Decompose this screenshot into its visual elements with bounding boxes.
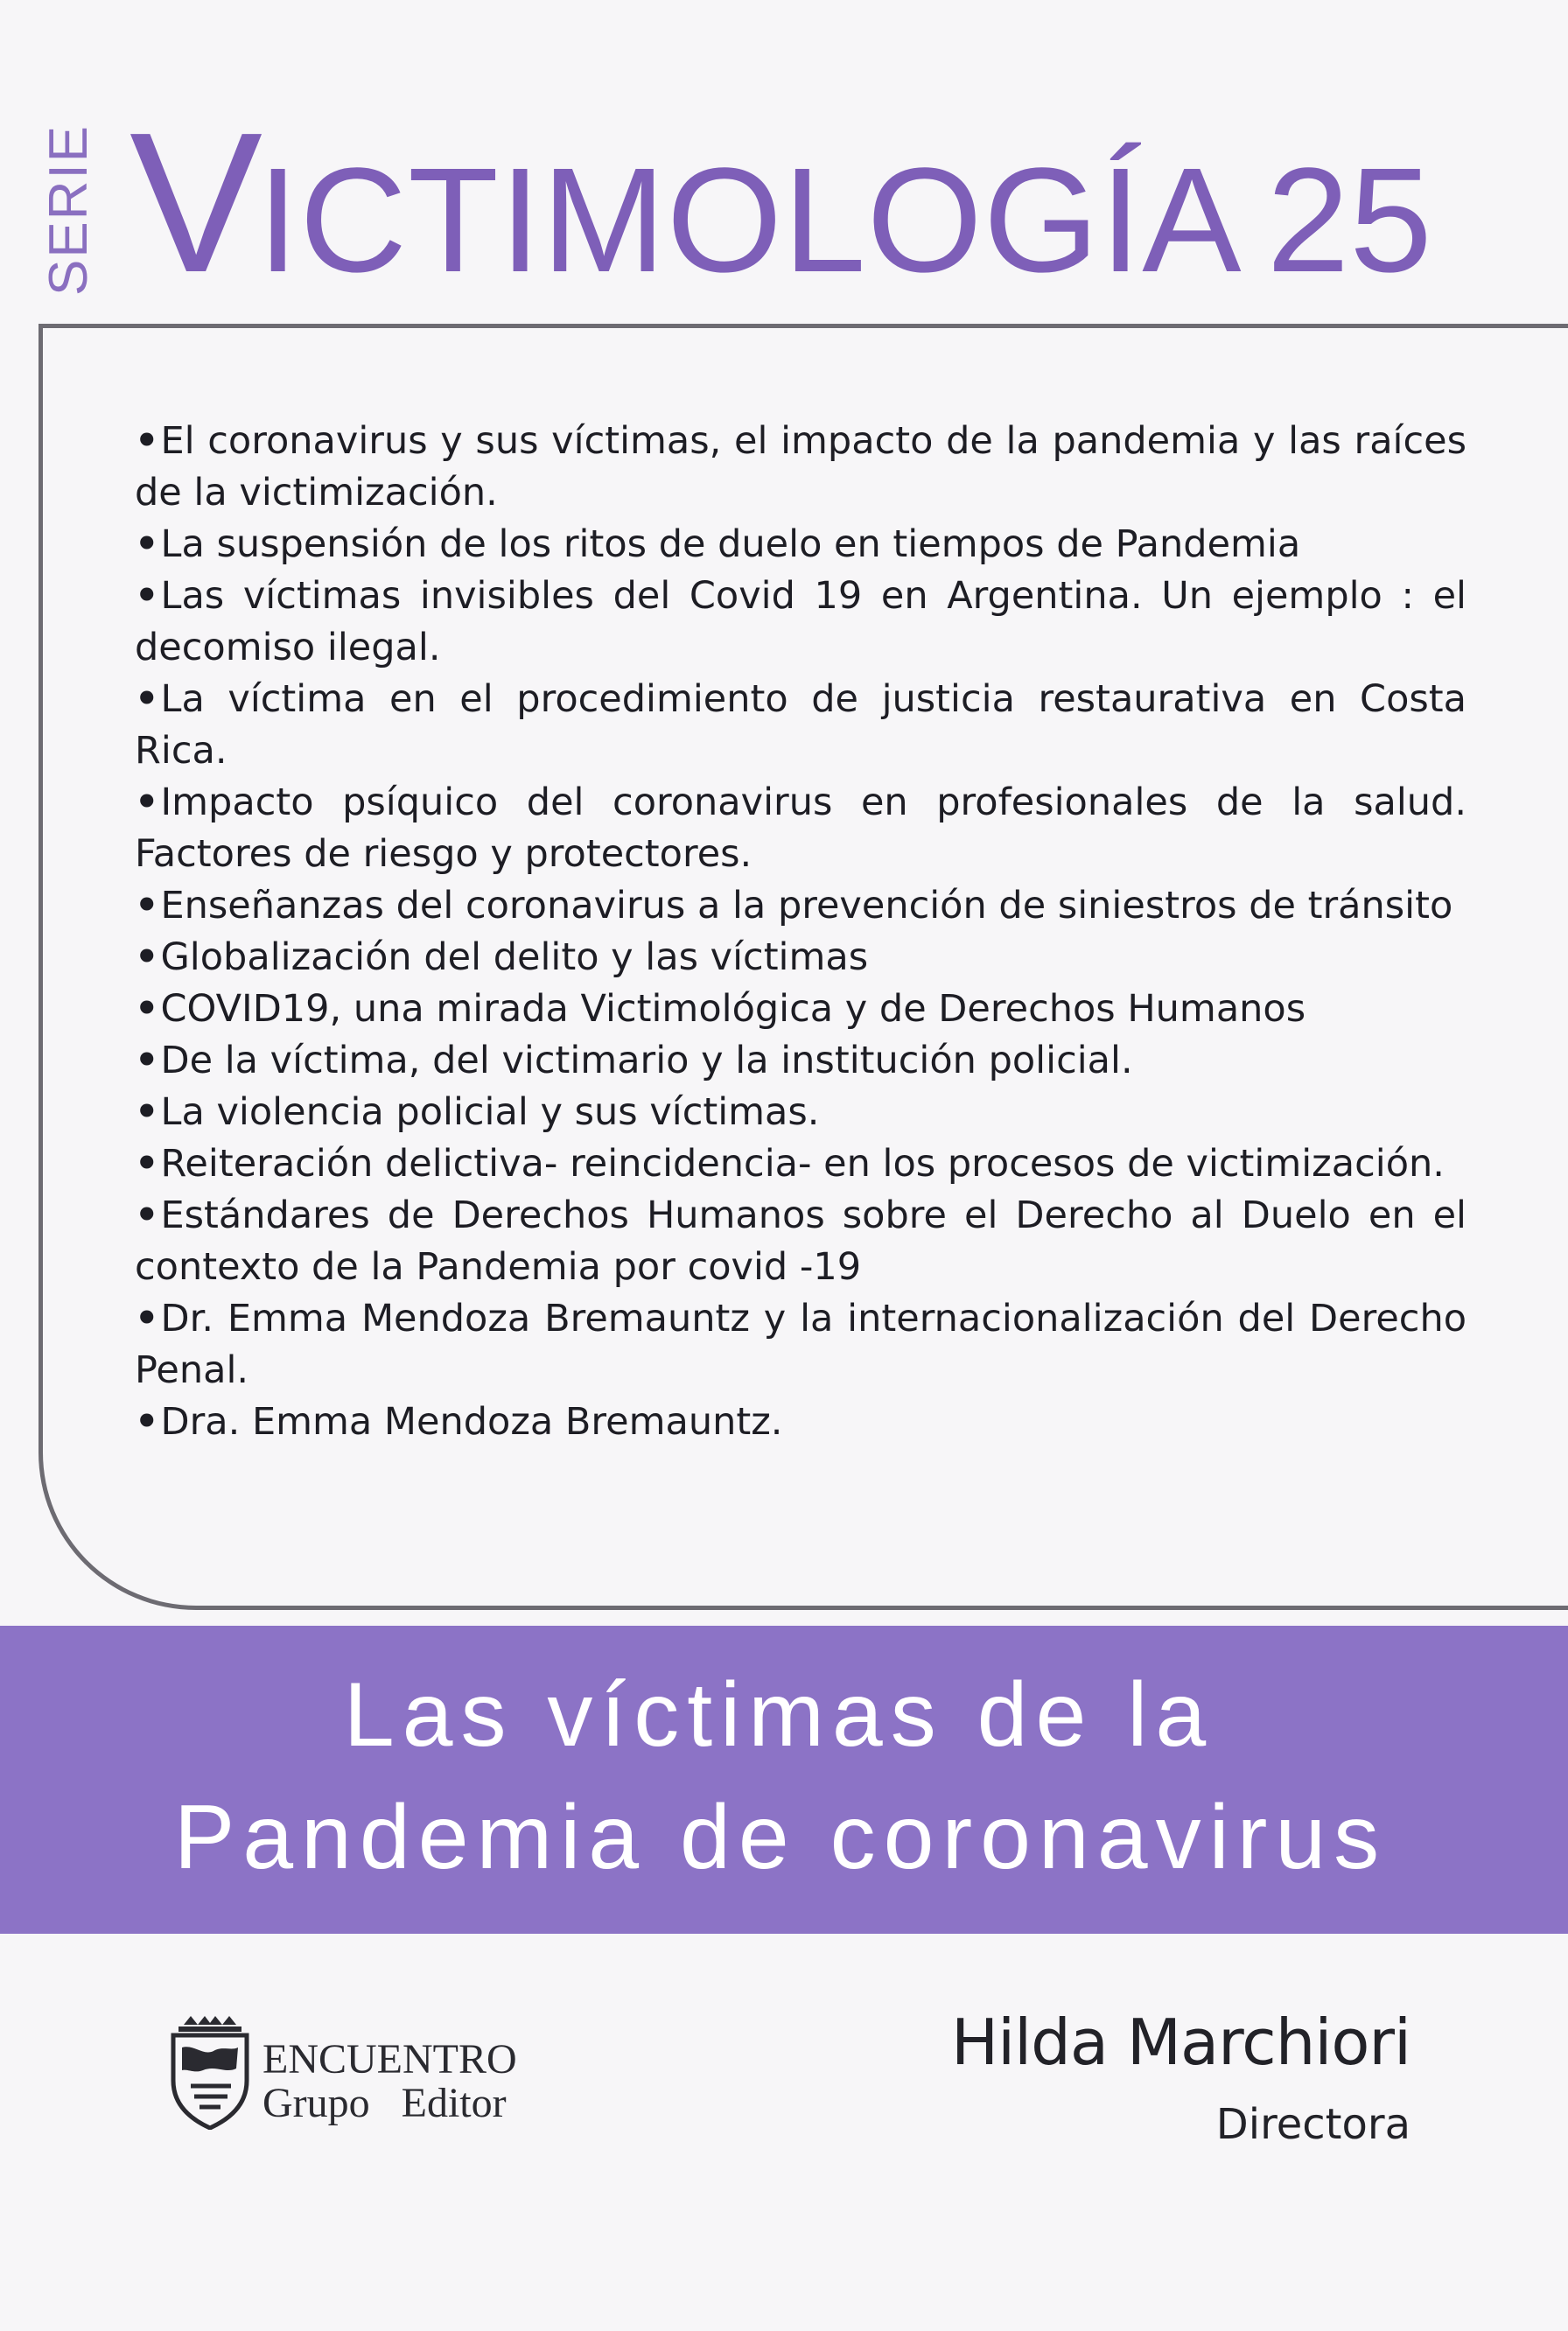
author-name: Hilda Marchiori — [951, 2006, 1410, 2079]
topic-item: •La violencia policial y sus víctimas. — [135, 1090, 820, 1134]
book-subtitle-line-1: Las víctimas de la — [343, 1664, 1214, 1766]
publisher-name: ENCUENTRO — [262, 2036, 517, 2082]
title-initial: V — [130, 92, 258, 314]
title-rest: ICTIMOLOGÍA — [257, 137, 1242, 304]
topic-item: •Reiteración delictiva- reincidencia- en los procesos de victimización. — [135, 1142, 1445, 1186]
topic-item: •De la víctima, del victimario y la institución policial. — [135, 1039, 1133, 1082]
topic-item: •Impacto psíquico del coronavirus en profesionales de la salud. Factores de riesgo y protectores. — [135, 780, 1466, 876]
topic-item: •La víctima en el procedimiento de justicia restaurativa en Costa Rica. — [135, 677, 1466, 773]
topic-item: •Las víctimas invisibles del Covid 19 en Argentina. Un ejemplo : el decomiso ilegal. — [135, 574, 1466, 669]
topic-item: •Estándares de Derechos Humanos sobre el Derecho al Duelo en el contexto de la Pandemia por covid -19 — [135, 1194, 1466, 1289]
topics-list — [135, 416, 1466, 1448]
topic-item: •Globalización del delito y las víctimas — [135, 935, 869, 979]
topic-item: •El coronavirus y sus víctimas, el impacto de la pandemia y las raíces de la victimización. — [135, 419, 1466, 514]
series-label: SERIE — [38, 123, 99, 297]
topic-item: •La suspensión de los ritos de duelo en tiempos de Pandemia — [135, 522, 1301, 566]
topic-item: •Dra. Emma Mendoza Bremauntz. — [135, 1400, 783, 1444]
publisher-block — [168, 2012, 553, 2135]
topic-item: •Dr. Emma Mendoza Bremauntz y la internacionalización del Derecho Penal. — [135, 1297, 1466, 1392]
topic-item: •COVID19, una mirada Victimológica y de Derechos Humanos — [135, 987, 1306, 1031]
volume-number: 25 — [1266, 137, 1432, 304]
topic-item: •Enseñanzas del coronavirus a la prevención de siniestros de tránsito — [135, 884, 1453, 928]
author-role: Directora — [1215, 2100, 1410, 2149]
publisher-shield-icon — [168, 2012, 252, 2130]
publisher-subname: Grupo Editor — [262, 2080, 507, 2126]
book-subtitle-line-2: Pandemia de coronavirus — [173, 1787, 1388, 1888]
series-title — [130, 92, 1538, 314]
